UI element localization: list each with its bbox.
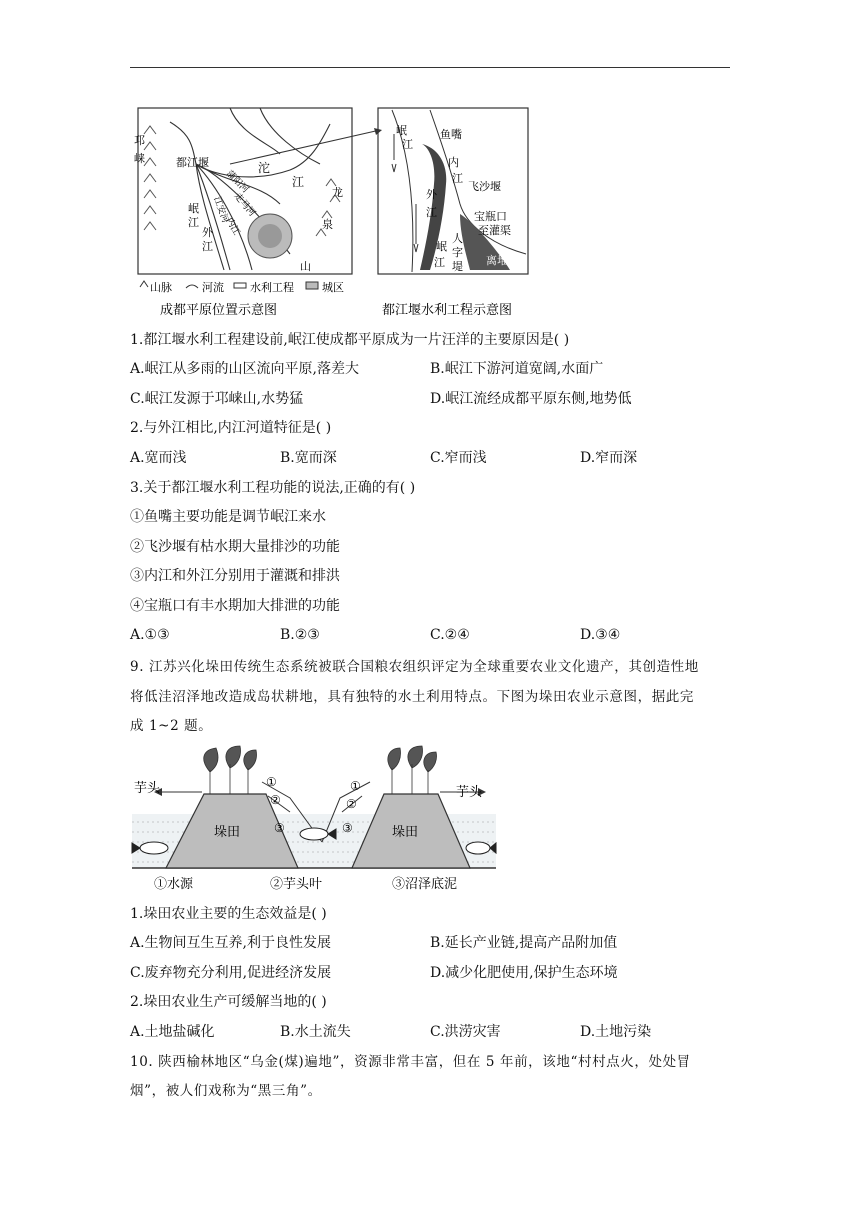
taro-plants xyxy=(204,746,437,794)
label-minjiang-1: 岷 xyxy=(188,202,199,215)
q3-option-d: D.③④ xyxy=(580,627,621,643)
q3-statement-3: ③内江和外江分别用于灌溉和排洪 xyxy=(130,568,340,584)
label-jiang: 江 xyxy=(292,175,305,189)
q9-sub1-option-d: D.减少化肥使用,保护生态环境 xyxy=(430,965,618,981)
label-long: 龙 xyxy=(332,186,343,199)
q9-sub1-option-b: B.延长产业链,提高产品附加值 xyxy=(430,935,618,951)
label-shan: 山 xyxy=(300,260,311,273)
q9-intro-line-1: 9. 江苏兴化垛田传统生态系统被联合国粮农组织评定为全球重要农业文化遗产，其创造性地 xyxy=(130,659,699,675)
q3-statement-1: ①鱼嘴主要功能是调节岷江来水 xyxy=(130,509,326,525)
label-min-top-2: 江 xyxy=(402,138,413,151)
legend-water-source: ①水源 xyxy=(154,877,194,892)
dujiangyan-figure xyxy=(130,104,530,322)
label-qionglai-1: 邛 xyxy=(134,134,145,147)
duotian-figure xyxy=(130,742,498,894)
q3-option-b: B.②③ xyxy=(280,627,320,643)
label-dujiangyan: 都江堰 xyxy=(176,156,209,169)
q1-stem: 1.都江堰水利工程建设前,岷江使成都平原成为一片汪洋的主要原因是( ) xyxy=(130,332,570,348)
label-min-top-1: 岷 xyxy=(396,124,407,137)
label-neijiang: 内江 xyxy=(223,216,242,238)
q9-sub2-option-a: A.土地盐碱化 xyxy=(130,1024,215,1040)
q9-sub2-option-d: D.土地污染 xyxy=(580,1024,652,1040)
q9-sub2-option-c: C.洪涝灾害 xyxy=(430,1024,501,1040)
label-renzidi-2: 字 xyxy=(452,246,463,259)
q9-sub2-option-b: B.水土流失 xyxy=(280,1024,351,1040)
duotian-svg xyxy=(130,742,498,894)
label-nei-1: 内 xyxy=(448,156,459,169)
map-legend xyxy=(140,280,344,294)
caption-left-map: 成都平原位置示意图 xyxy=(160,303,278,318)
q9-intro-line-2: 将低洼沼泽地改造成岛状耕地，具有独特的水土利用特点。下图为垛田农业示意图，据此完 xyxy=(130,689,694,705)
marker-3-right: ③ xyxy=(342,821,353,835)
label-nei-2: 江 xyxy=(452,172,463,185)
label-minjiang-2: 江 xyxy=(188,216,199,229)
label-puyang: 蒲阳河 xyxy=(223,169,251,196)
q3-stem: 3.关于都江堰水利工程功能的说法,正确的有( ) xyxy=(130,480,416,496)
left-field-label: 垛田 xyxy=(214,825,241,840)
q1-option-a: A.岷江从多雨的山区流向平原,落差大 xyxy=(130,361,360,377)
label-lidui: 离堆 xyxy=(486,254,508,267)
label-min-bottom-2: 江 xyxy=(434,256,445,269)
q10-line-1: 10. 陕西榆林地区“乌金(煤)遍地”，资源非常丰富，但在 5 年前，该地“村村点火，处处冒 xyxy=(130,1054,691,1070)
q1-option-b: B.岷江下游河道宽阔,水面广 xyxy=(430,361,604,377)
q3-statement-2: ②飞沙堰有枯水期大量排沙的功能 xyxy=(130,539,340,555)
label-renzidi-3: 堤 xyxy=(452,260,463,273)
legend-mountain: 山脉 xyxy=(150,281,172,294)
label-baopingkou: 宝瓶口 xyxy=(474,210,507,223)
chengdu-core xyxy=(258,224,282,248)
label-wai-1: 外 xyxy=(426,188,437,201)
q1-option-d: D.岷江流经成都平原东侧,地势低 xyxy=(430,391,632,407)
header-rule xyxy=(130,67,730,68)
label-renzidi-1: 人 xyxy=(452,232,463,245)
q9-sub1-option-a: A.生物间互生互养,利于良性发展 xyxy=(130,935,332,951)
label-wai-2: 江 xyxy=(426,206,437,219)
legend-works: 水利工程 xyxy=(250,281,294,294)
label-waijiang-1: 外 xyxy=(202,226,213,239)
q3-statement-4: ④宝瓶口有丰水期加大排泄的功能 xyxy=(130,598,340,614)
q2-option-b: B.宽而深 xyxy=(280,450,337,466)
legend-taro-leaf: ②芋头叶 xyxy=(270,877,323,892)
label-tuo: 沱 xyxy=(258,161,271,175)
q2-option-d: D.窄而深 xyxy=(580,450,638,466)
label-jiangan: 江安河 xyxy=(211,195,230,225)
q10-line-2: 烟”，被人们戏称为“黑三角”。 xyxy=(130,1083,322,1099)
right-field-label: 垛田 xyxy=(392,825,419,840)
marker-1-left: ① xyxy=(266,775,277,789)
label-to-canal: 至灌渠 xyxy=(478,224,511,237)
label-zouma: 走马河 xyxy=(231,191,257,219)
label-qionglai-2: 崃 xyxy=(134,152,145,165)
left-taro-label: 芋头 xyxy=(134,781,161,796)
q2-option-a: A.宽而浅 xyxy=(130,450,187,466)
label-yuzui: 鱼嘴 xyxy=(440,128,462,141)
label-waijiang-2: 江 xyxy=(202,240,213,253)
label-feishayan: 飞沙堰 xyxy=(468,180,501,193)
legend-river: 河流 xyxy=(202,281,224,294)
q3-option-a: A.①③ xyxy=(130,627,170,643)
q9-sub1-stem: 1.垛田农业主要的生态效益是( ) xyxy=(130,906,327,922)
q2-option-c: C.窄而浅 xyxy=(430,450,487,466)
marker-2-right: ② xyxy=(346,797,357,811)
label-min-bottom-1: 岷 xyxy=(436,240,447,253)
q1-option-c: C.岷江发源于邛崃山,水势猛 xyxy=(130,391,304,407)
q3-option-c: C.②④ xyxy=(430,627,470,643)
caption-right-map: 都江堰水利工程示意图 xyxy=(382,303,513,318)
q2-stem: 2.与外江相比,内江河道特征是( ) xyxy=(130,420,332,436)
label-quan: 泉 xyxy=(322,218,333,231)
marker-1-right: ① xyxy=(350,779,361,793)
dujiangyan-maps-svg xyxy=(130,104,530,322)
q9-sub2-stem: 2.垛田农业生产可缓解当地的( ) xyxy=(130,994,327,1010)
legend-city: 城区 xyxy=(322,281,344,294)
right-taro-label: 芋头 xyxy=(456,785,483,800)
marker-3-left: ③ xyxy=(274,821,285,835)
q9-intro-line-3: 成 1~2 题。 xyxy=(130,718,213,734)
marker-2-left: ② xyxy=(270,793,281,807)
q9-sub1-option-c: C.废弃物充分利用,促进经济发展 xyxy=(130,965,332,981)
legend-swamp-mud: ③沼泽底泥 xyxy=(392,877,458,892)
